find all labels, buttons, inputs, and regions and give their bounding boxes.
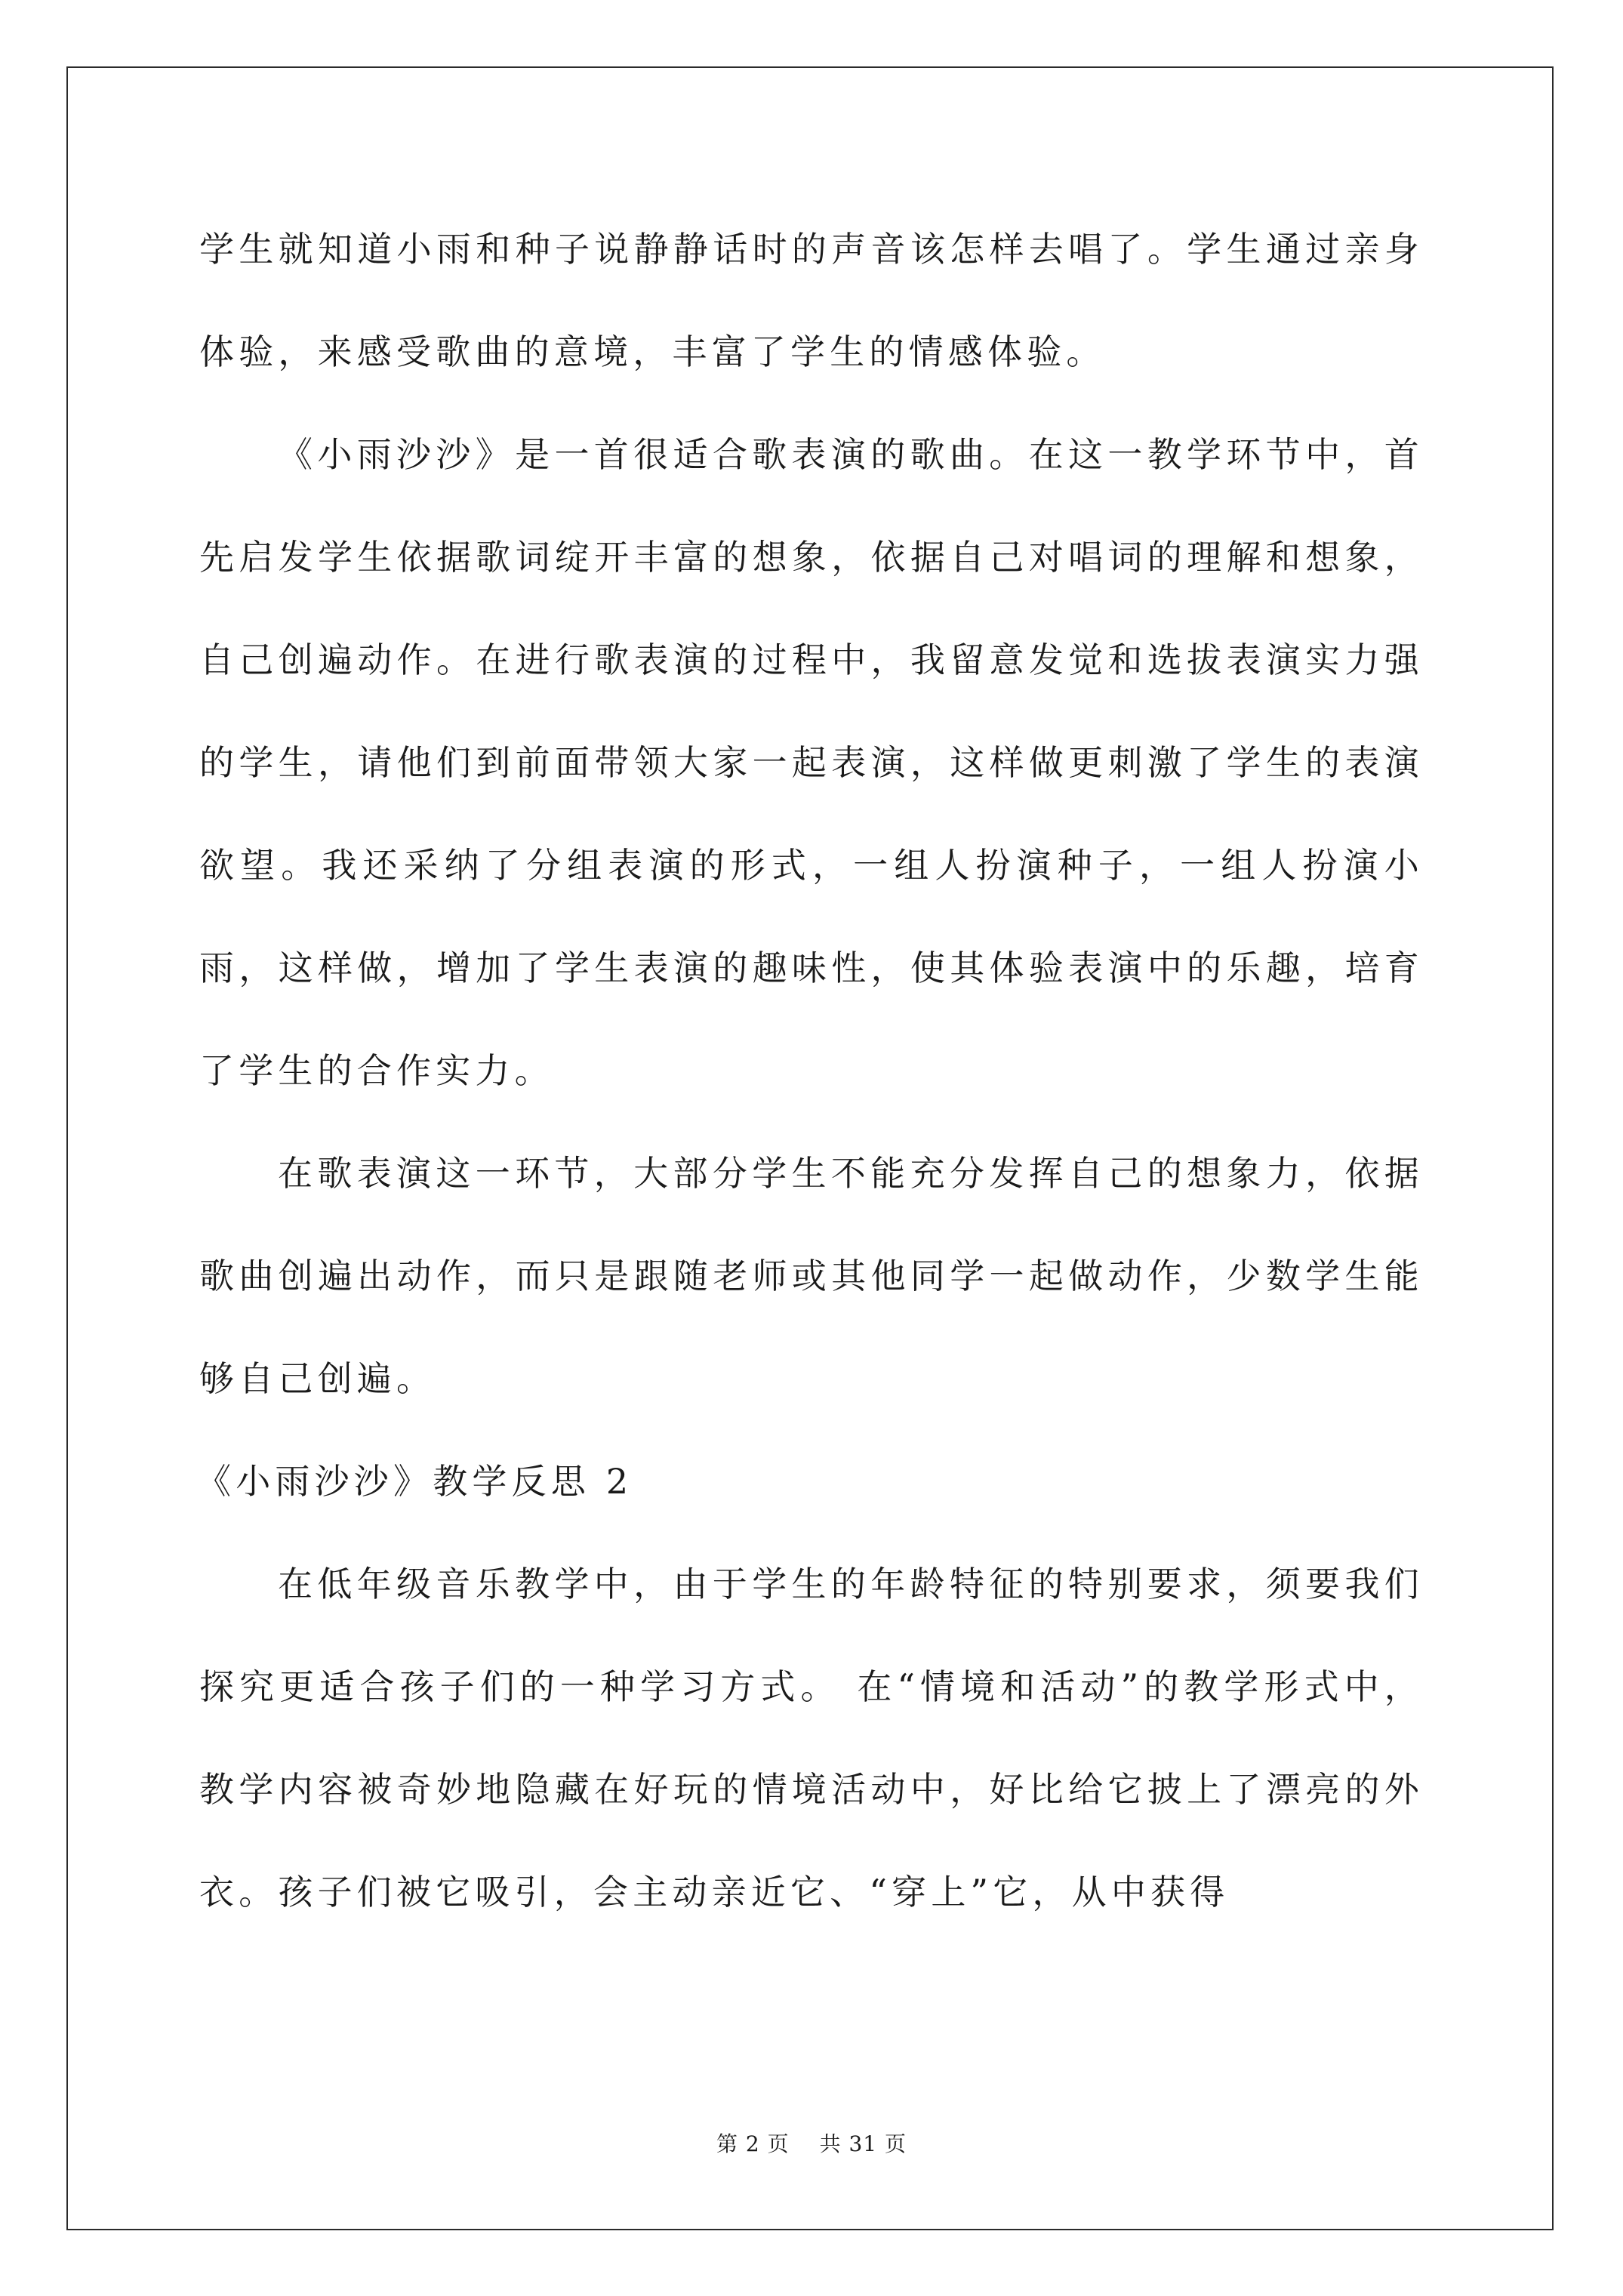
paragraph: 学生就知道小雨和种子说静静话时的声音该怎样去唱了。学生通过亲身体验，来感受歌曲的意境，丰富了学生的情感体验。	[199, 229, 1424, 372]
paragraph: 《小雨沙沙》是一首很适合歌表演的歌曲。在这一教学环节中，首先启发学生依据歌词绽开丰富的想象，依据自己对唱词的理解和想象，自己创遍动作。在进行歌表演的过程中，我留意发觉和选拔表演实力强的学生，请他们到前面带领大家一起表演，这样做更刺激了学生的表演欲望。我还采纳了分组表演的形式，一组人扮演种子，一组人扮演小雨，这样做，增加了学生表演的趣味性，使其体验表演中的乐趣，培育了学生的合作实力。	[199, 434, 1424, 1091]
page-footer	[0, 2128, 1623, 2158]
paragraph: 在歌表演这一环节，大部分学生不能充分发挥自己的想象力，依据歌曲创遍出动作，而只是跟随老师或其他同学一起做动作，少数学生能够自己创遍。	[199, 1153, 1424, 1399]
document-body	[196, 198, 1424, 1943]
paragraph: 在低年级音乐教学中，由于学生的年龄特征的特别要求，须要我们探究更适合孩子们的一种学习方式。 在“情境和活动”的教学形式中，教学内容被奇妙地隐藏在好玩的情境活动中，好比给它披上了漂亮的外衣。孩子们被它吸引，会主动亲近它、“穿上”它，从中获得	[199, 1564, 1424, 1912]
section-heading: 《小雨沙沙》教学反思 2	[196, 1461, 633, 1502]
page-total: 共 31 页	[819, 2131, 907, 2156]
page-number: 第 2 页	[716, 2131, 790, 2156]
